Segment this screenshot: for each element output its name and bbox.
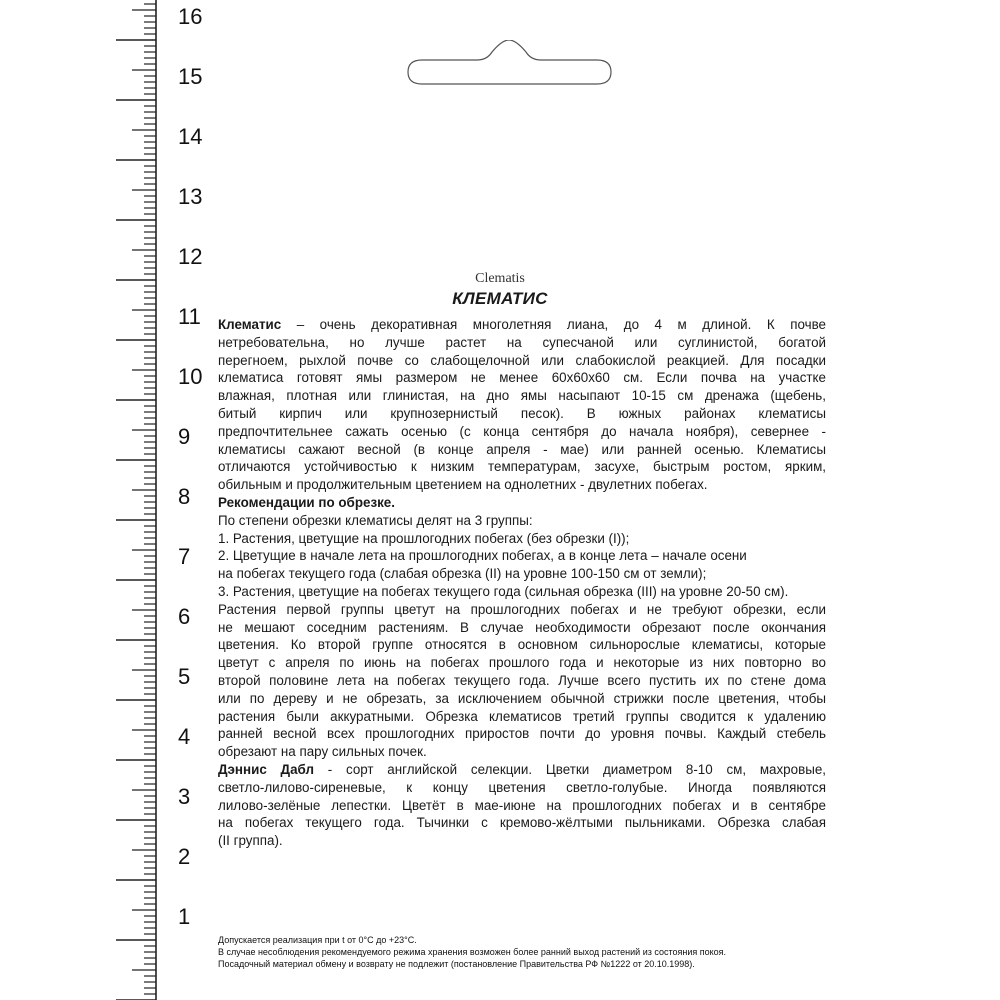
text-line: битый кирпич или крупнозернистый песок). В южных районах клематисы xyxy=(218,405,826,421)
ruler-number: 4 xyxy=(178,724,191,749)
ruler-number: 16 xyxy=(178,4,203,29)
ruler-number: 12 xyxy=(178,244,203,269)
ruler-number: 3 xyxy=(178,784,191,809)
text-line: Дэннис Дабл - сорт английской селекции. Цветки диаметром 8-10 см, махровые, xyxy=(218,761,826,777)
text-line: или по дереву и не обрезать, за исключением обычной стрижки после цветения, чтобы xyxy=(218,690,826,706)
text-line: обильным и продолжительным цветением на однолетних - двулетних побегах. xyxy=(218,477,708,493)
text-line: 2. Цветущие в начале лета на прошлогодних побегах, а в конце лета – начале осени xyxy=(218,548,747,564)
intro-lead: Клематис xyxy=(218,317,282,332)
text-line: предпочтительнее сажать осенью (с конца сентября до начала ноября), севернее - xyxy=(218,423,826,439)
ruler-number: 15 xyxy=(178,64,203,89)
text-line: Растения первой группы цветут на прошлогодних побегах и не требуют обрезки, если xyxy=(218,601,826,617)
measuring-ruler xyxy=(0,0,215,1000)
text-line: лилово-зелёные лепестки. Цветёт в мае-июне на прошлогодних побегах и в сентябре xyxy=(218,797,826,813)
text-line: Клематис – очень декоративная многолетняя лиана, до 4 м длиной. К почве xyxy=(218,317,826,332)
text-line: отличаются устойчивостью к низким температурам, засухе, быстрым ростом, ярким, xyxy=(218,459,826,475)
ruler-number: 8 xyxy=(178,484,191,509)
description-text xyxy=(218,316,826,850)
text-line: влажная, плотная или глинистая, на дно ямы насыпают 10-15 см дренажа (щебень, xyxy=(218,388,826,404)
footer-line: Допускается реализация при t от 0°С до +23°С. xyxy=(218,935,417,945)
ruler-number: 9 xyxy=(178,424,191,449)
pruning-heading: Рекомендации по обрезке. xyxy=(218,494,395,510)
text-line: на побегах текущего года. Тычинки с кремово-жёлтыми пыльниками. Обрезка слабая xyxy=(218,815,826,831)
ruler-number: 13 xyxy=(178,184,203,209)
text-line: перегноем, рыхлой почве со слабощелочной или слабокислой реакцией. Для посадки xyxy=(218,352,826,368)
text-line: 1. Растения, цветущие на прошлогодних побегах (без обрезки (I)); xyxy=(218,530,630,546)
ruler-number: 6 xyxy=(178,604,191,629)
text-line: на побегах текущего года (слабая обрезка (II) на уровне 100-150 см от земли); xyxy=(218,566,707,582)
ruler-number: 14 xyxy=(178,124,203,149)
ruler-number: 5 xyxy=(178,664,191,689)
text-line: (II группа). xyxy=(218,833,283,849)
text-line: цветут с апреля по июнь на побегах прошлого года и некоторые из них повторно во xyxy=(218,655,826,671)
text-line: не мешают соседним растениям. В случае необходимости обрезают после окончания xyxy=(218,619,826,635)
text-line: клематисы сажают весной (в конце апреля - мае) или ранней осенью. Клематисы xyxy=(218,441,826,457)
product-title: КЛЕМАТИС xyxy=(452,289,548,308)
footer-line: В случае несоблюдения рекомендуемого режима хранения возможен более ранний выход растений из состояния покоя. xyxy=(218,947,727,957)
text-line: цветения. Ко второй группе относятся в основном сильнорослые клематисы, которые xyxy=(218,637,826,653)
ruler-number: 10 xyxy=(178,364,203,389)
text-line: второй половине лета на побегах текущего года. Лучше всего пустить их по стене дома xyxy=(218,672,826,688)
text-line: растения были аккуратными. Обрезка клематисов третий группы сводится к удалению xyxy=(218,708,826,724)
text-line: клематиса готовят ямы размером не менее 60х60х60 см. Если почва на участке xyxy=(218,370,826,386)
hang-hole-outline xyxy=(402,40,617,100)
footer-line: Посадочный материал обмену и возврату не подлежит (постановление Правительства РФ №1222 от 20.10.1998). xyxy=(218,959,695,969)
ruler-number: 2 xyxy=(178,844,191,869)
text-line: нетребовательна, но лучше растет на супесчаной или суглинистой, богатой xyxy=(218,334,826,350)
text-line: ранней весной всех прошлогодних приростов почти до уровня почвы. Каждый стебель xyxy=(218,726,826,742)
ruler-number: 7 xyxy=(178,544,191,569)
text-line: обрезают на пару сильных почек. xyxy=(218,744,427,760)
ruler-number: 1 xyxy=(178,904,191,929)
variety-lead: Дэннис Дабл xyxy=(218,761,314,777)
text-line: 3. Растения, цветущие на побегах текущего года (сильная обрезка (III) на уровне 20-50 см). xyxy=(218,583,789,599)
scientific-name: Clematis xyxy=(475,271,525,286)
text-line: светло-лилово-сиреневые, к концу цветения светло-голубые. Иногда появляются xyxy=(218,779,826,795)
ruler-number: 11 xyxy=(178,304,201,329)
footer-notes xyxy=(218,934,818,970)
text-line: По степени обрезки клематисы делят на 3 группы: xyxy=(218,512,533,528)
